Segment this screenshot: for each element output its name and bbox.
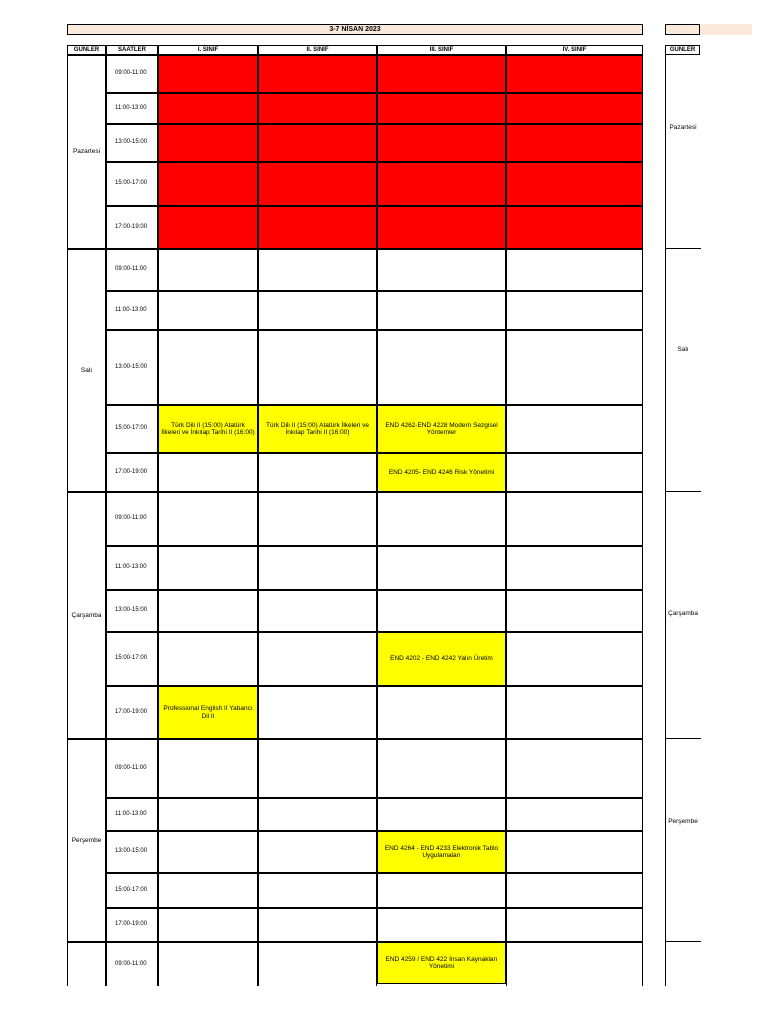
course-cell: END 4202 - END 4242 Yalın Üretim xyxy=(377,632,506,686)
time-slot: 17:00-19:00 xyxy=(106,686,158,739)
empty-cell xyxy=(506,249,643,291)
empty-cell xyxy=(258,249,377,291)
course-cell: END 4205- END 4246 Risk Yönetimi xyxy=(377,453,506,492)
empty-cell xyxy=(158,831,258,873)
day-carsamba: Çarşamba xyxy=(67,492,106,739)
empty-cell xyxy=(506,632,643,686)
empty-cell xyxy=(158,942,258,986)
right-day-pazartesi: Pazartesi xyxy=(669,124,697,131)
blocked-cell xyxy=(158,124,258,162)
empty-cell xyxy=(258,590,377,632)
time-slot: 17:00-19:00 xyxy=(106,453,158,492)
empty-cell xyxy=(377,686,506,739)
header-gunler: GUNLER xyxy=(67,45,106,55)
blocked-cell xyxy=(158,55,258,93)
course-cell: END 4262-END 4228 Modern Sezgisel Yöntemler xyxy=(377,405,506,453)
empty-cell xyxy=(506,908,643,942)
right-day-sali: Salı xyxy=(677,346,689,353)
empty-cell xyxy=(506,686,643,739)
empty-cell xyxy=(377,873,506,908)
time-slot: 15:00-17:00 xyxy=(106,632,158,686)
course-cell: Türk Dili II (15:00) Atatürk İlkeleri ve İnkılap Tarihi II (16:00) xyxy=(258,405,377,453)
header-class-2: II. SINIF xyxy=(258,45,377,55)
time-slot: 13:00-15:00 xyxy=(106,330,158,405)
empty-cell xyxy=(377,739,506,798)
course-cell: Professional English II Yabancı Dil II xyxy=(158,686,258,739)
course-cell: END 4264 - END 4233 Elektronik Tablo Uygulamaları xyxy=(377,831,506,873)
empty-cell xyxy=(506,405,643,453)
right-divider-4 xyxy=(666,941,701,942)
empty-cell xyxy=(158,739,258,798)
time-slot: 13:00-15:00 xyxy=(106,831,158,873)
time-slot: 17:00-19:00 xyxy=(106,908,158,942)
empty-cell xyxy=(258,831,377,873)
empty-cell xyxy=(258,873,377,908)
time-slot: 13:00-15:00 xyxy=(106,590,158,632)
empty-cell xyxy=(506,330,643,405)
empty-cell xyxy=(158,330,258,405)
empty-cell xyxy=(158,546,258,590)
time-slot: 09:00-11:00 xyxy=(106,739,158,798)
empty-cell xyxy=(158,291,258,330)
empty-cell xyxy=(377,249,506,291)
empty-cell xyxy=(506,942,643,986)
time-slot: 13:00-15:00 xyxy=(106,124,158,162)
schedule-title: 3-7 NİSAN 2023 xyxy=(67,24,643,35)
blocked-cell xyxy=(258,93,377,124)
empty-cell xyxy=(506,492,643,546)
blocked-cell xyxy=(158,162,258,206)
empty-cell xyxy=(506,291,643,330)
time-slot: 11:00-13:00 xyxy=(106,798,158,831)
right-divider-2 xyxy=(666,491,701,492)
header-class-4: IV. SINIF xyxy=(506,45,643,55)
empty-cell xyxy=(258,492,377,546)
time-slot: 11:00-13:00 xyxy=(106,291,158,330)
empty-cell xyxy=(377,908,506,942)
empty-cell xyxy=(158,798,258,831)
empty-cell xyxy=(377,546,506,590)
header-class-1: I. SINIF xyxy=(158,45,258,55)
day-cuma xyxy=(67,942,106,986)
right-day-carsamba: Çarşamba xyxy=(668,610,698,617)
empty-cell xyxy=(158,873,258,908)
blocked-cell xyxy=(506,206,643,249)
day-sali: Salı xyxy=(67,249,106,492)
course-cell: END 4259 / END 422 İnsan Kaynakları Yönetimi xyxy=(377,942,506,984)
blocked-cell xyxy=(377,162,506,206)
time-slot: 15:00-17:00 xyxy=(106,873,158,908)
blocked-cell xyxy=(258,124,377,162)
header-gunler-right: GUNLER xyxy=(665,45,700,55)
empty-cell xyxy=(506,546,643,590)
blocked-cell xyxy=(506,55,643,93)
day-pazartesi: Pazartesi xyxy=(67,55,106,249)
blocked-cell xyxy=(506,124,643,162)
empty-cell xyxy=(506,831,643,873)
empty-cell xyxy=(258,739,377,798)
empty-cell xyxy=(377,492,506,546)
blocked-cell xyxy=(506,93,643,124)
empty-cell xyxy=(158,453,258,492)
empty-cell xyxy=(158,492,258,546)
blocked-cell xyxy=(158,206,258,249)
empty-cell xyxy=(258,291,377,330)
empty-cell xyxy=(258,453,377,492)
empty-cell xyxy=(158,249,258,291)
empty-cell xyxy=(506,798,643,831)
blocked-cell xyxy=(377,93,506,124)
blocked-cell xyxy=(258,55,377,93)
day-persembe: Perşembe xyxy=(67,739,106,942)
time-slot: 17:00-19:00 xyxy=(106,206,158,249)
schedule-title-right xyxy=(665,24,700,35)
time-slot: 09:00-11:00 xyxy=(106,249,158,291)
empty-cell xyxy=(258,632,377,686)
empty-cell xyxy=(506,590,643,632)
empty-cell xyxy=(506,873,643,908)
blocked-cell xyxy=(377,124,506,162)
time-slot: 09:00-11:00 xyxy=(106,942,158,986)
empty-cell xyxy=(506,453,643,492)
empty-cell xyxy=(258,908,377,942)
header-saatler: SAATLER xyxy=(106,45,158,55)
right-divider-1 xyxy=(666,248,701,249)
blocked-cell xyxy=(377,206,506,249)
time-slot: 11:00-13:00 xyxy=(106,93,158,124)
time-slot: 09:00-11:00 xyxy=(106,55,158,93)
course-cell: Türk Dili II (15:00) Atatürk İlkeleri ve İnkılap Tarihi II (16:00) xyxy=(158,405,258,453)
title-extension xyxy=(700,24,752,35)
right-divider-3 xyxy=(666,738,701,739)
blocked-cell xyxy=(377,55,506,93)
empty-cell xyxy=(506,739,643,798)
blocked-cell xyxy=(158,93,258,124)
empty-cell xyxy=(158,590,258,632)
time-slot: 11:00-13:00 xyxy=(106,546,158,590)
empty-cell xyxy=(377,590,506,632)
empty-cell xyxy=(158,908,258,942)
empty-cell xyxy=(258,330,377,405)
empty-cell xyxy=(258,798,377,831)
right-day-border xyxy=(665,55,666,986)
time-slot: 09:00-11:00 xyxy=(106,492,158,546)
empty-cell xyxy=(158,632,258,686)
empty-cell xyxy=(258,942,377,986)
empty-cell xyxy=(377,798,506,831)
empty-cell xyxy=(258,686,377,739)
time-slot: 15:00-17:00 xyxy=(106,162,158,206)
empty-cell xyxy=(377,330,506,405)
empty-cell xyxy=(377,291,506,330)
blocked-cell xyxy=(258,206,377,249)
blocked-cell xyxy=(258,162,377,206)
blocked-cell xyxy=(506,162,643,206)
header-class-3: III. SINIF xyxy=(377,45,506,55)
right-day-persembe: Perşembe xyxy=(668,818,698,825)
empty-cell xyxy=(258,546,377,590)
time-slot: 15:00-17:00 xyxy=(106,405,158,453)
